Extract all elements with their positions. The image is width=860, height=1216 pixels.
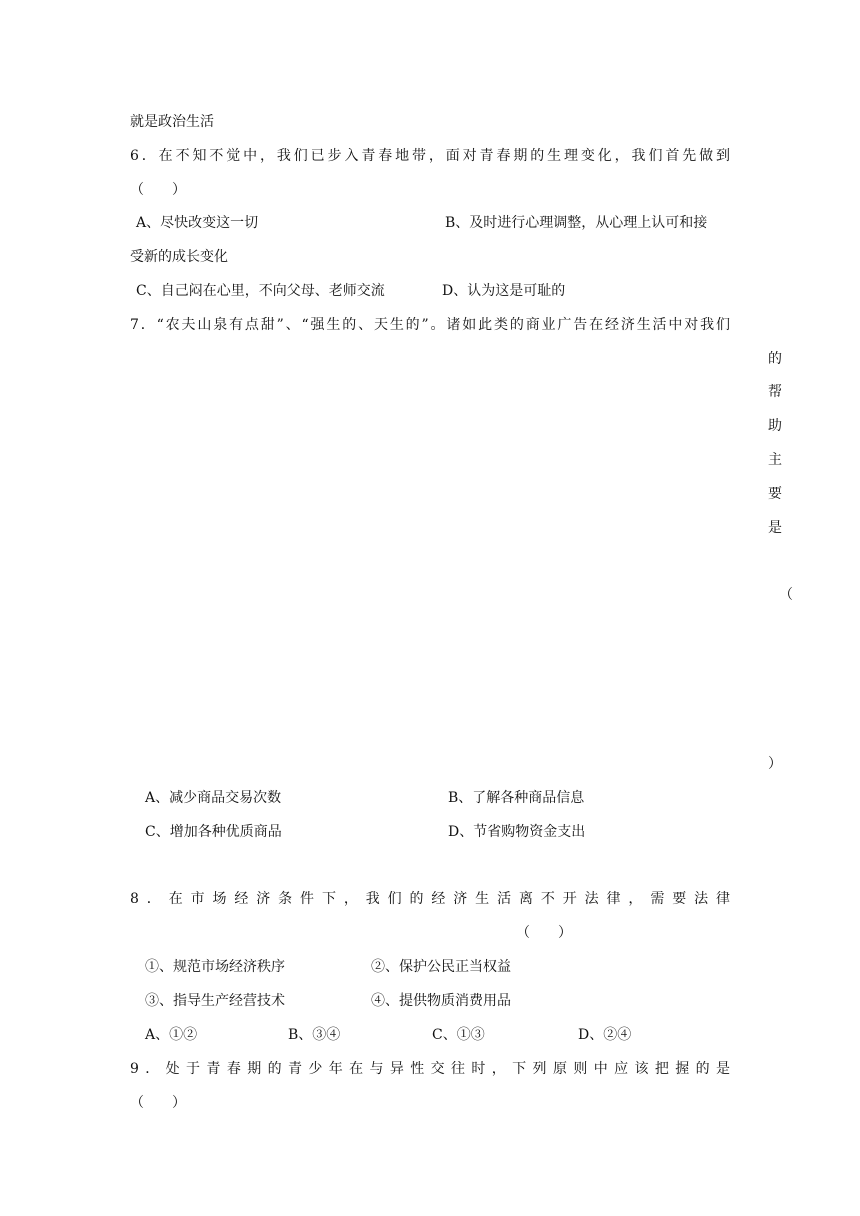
statement-4: ④、提供物质消费用品: [371, 993, 511, 1009]
option-b: B、③④: [288, 1027, 341, 1043]
vertical-char: 主: [768, 452, 782, 468]
option-c: C、①③: [432, 1027, 485, 1043]
option-b: B、及时进行心理调整，从心理上认可和接: [445, 215, 708, 231]
statement-3: ③、指导生产经营技术: [145, 993, 285, 1009]
question-8: 8．在市场经济条件下，我们的经济生活离不开法律，需要法律: [130, 891, 730, 907]
option-c: C、自己闷在心里，不向父母、老师交流: [136, 283, 385, 299]
answer-bracket: （ ）: [516, 925, 572, 941]
answer-bracket-close: ）: [768, 756, 782, 772]
vertical-char: 要: [768, 486, 782, 502]
statement-2: ②、保护公民正当权益: [371, 959, 511, 975]
option-b-continued: 受新的成长变化: [130, 249, 228, 265]
option-d: D、认为这是可耻的: [442, 283, 566, 299]
answer-bracket-open: （: [779, 587, 793, 603]
option-d: D、②④: [578, 1027, 632, 1043]
vertical-char: 是: [768, 520, 782, 536]
question-9: 9．处于青春期的青少年在与异性交往时，下列原则中应该把握的是: [130, 1061, 730, 1077]
vertical-char: 助: [768, 418, 782, 434]
option-a: A、尽快改变这一切: [136, 215, 259, 231]
option-a: A、①②: [145, 1027, 198, 1043]
option-c: C、增加各种优质商品: [145, 824, 282, 840]
option-d: D、节省购物资金支出: [448, 824, 586, 840]
text-line: 就是政治生活: [130, 114, 214, 130]
option-b: B、了解各种商品信息: [448, 790, 585, 806]
vertical-char: 的: [768, 351, 782, 367]
statement-1: ①、规范市场经济秩序: [145, 959, 285, 975]
question-7: 7．“农夫山泉有点甜”、“强生的、天生的”。诸如此类的商业广告在经济生活中对我们: [130, 317, 730, 333]
vertical-char: 帮: [768, 384, 782, 400]
option-a: A、减少商品交易次数: [145, 790, 282, 806]
question-6: 6．在不知不觉中，我们已步入青春地带，面对青春期的生理变化，我们首先做到: [130, 148, 730, 164]
answer-bracket: （ ）: [130, 1095, 186, 1111]
answer-bracket: （ ）: [130, 182, 186, 198]
